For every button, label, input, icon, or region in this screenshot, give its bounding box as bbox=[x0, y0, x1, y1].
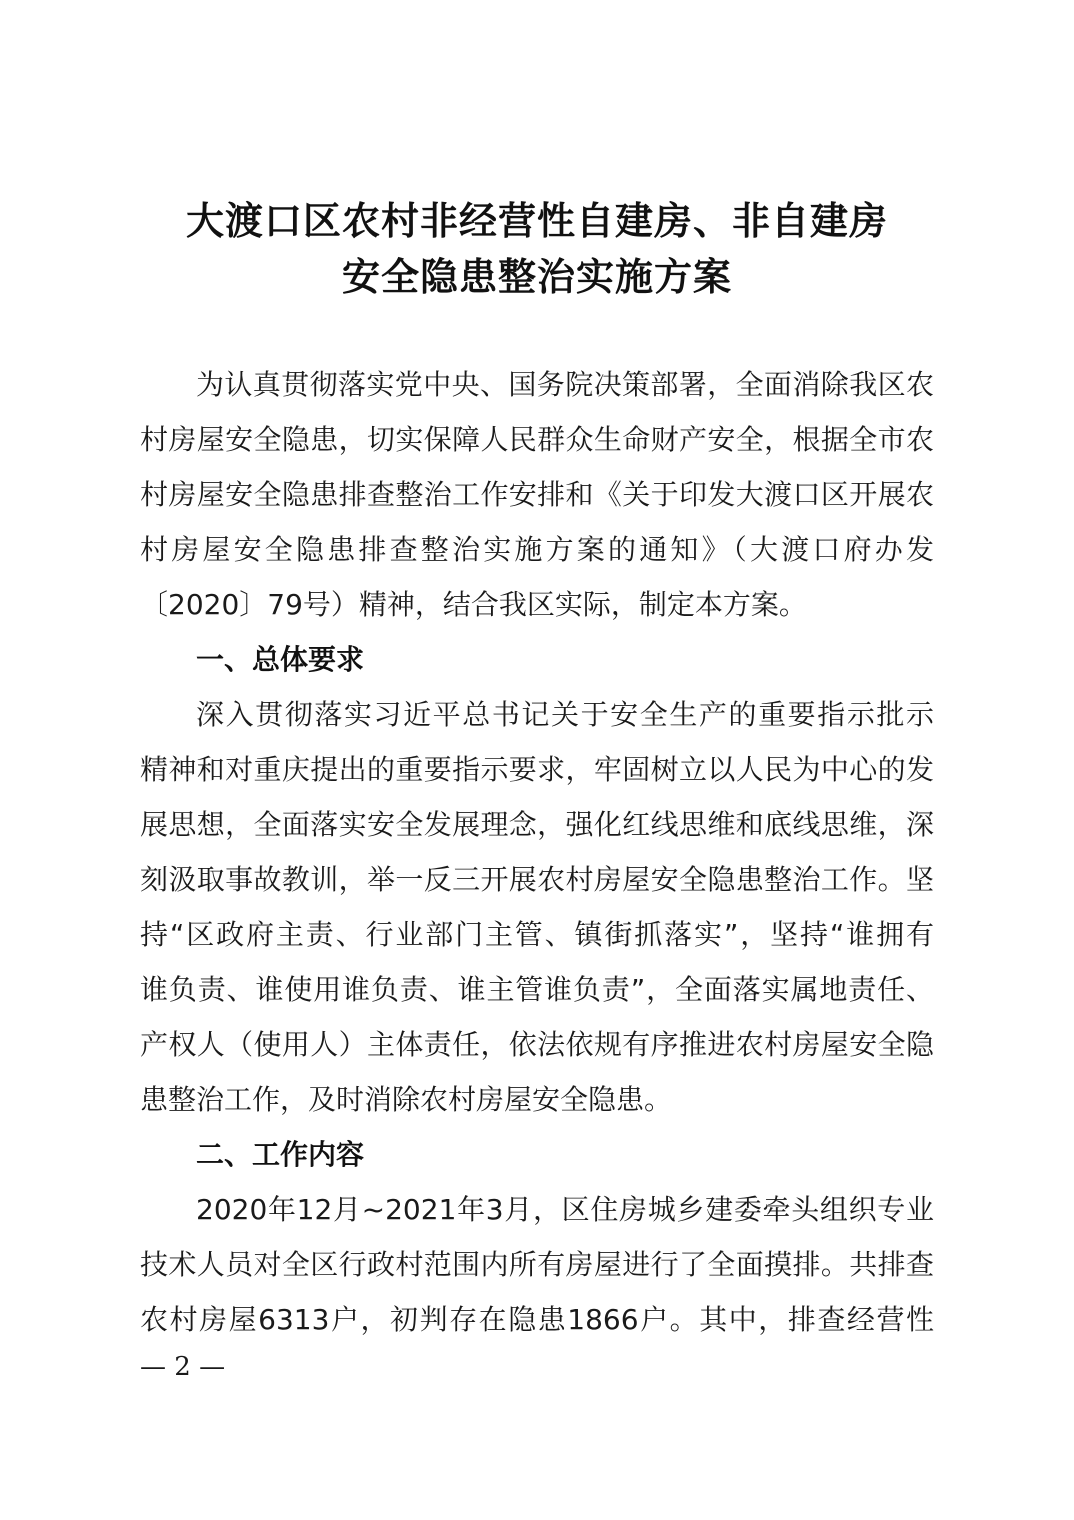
paragraph-line: 展思想，全面落实安全发展理念，强化红线思维和底线思维，深 bbox=[140, 808, 934, 841]
page-number: — 2 — bbox=[140, 1352, 226, 1382]
section-heading: 二、工作内容 bbox=[196, 1138, 365, 1171]
paragraph-line: 技术人员对全区行政村范围内所有房屋进行了全面摸排。共排查 bbox=[140, 1248, 934, 1281]
paragraph-line: 农村房屋6313户，初判存在隐患1866户。其中，排查经营性 bbox=[140, 1303, 934, 1336]
paragraph-line: 精神和对重庆提出的重要指示要求，牢固树立以人民为中心的发 bbox=[140, 753, 934, 786]
paragraph-line: 2020年12月~2021年3月，区住房城乡建委牵头组织专业 bbox=[196, 1193, 934, 1226]
paragraph-line: 持“区政府主责、行业部门主管、镇街抓落实”，坚持“谁拥有 bbox=[140, 918, 934, 951]
paragraph-line: 村房屋安全隐患排查整治实施方案的通知》（大渡口府办发 bbox=[140, 533, 934, 566]
document-title-line2: 安全隐患整治实施方案 bbox=[341, 254, 732, 299]
paragraph-line: 产权人（使用人）主体责任，依法依规有序推进农村房屋安全隐 bbox=[140, 1028, 934, 1061]
section-heading: 一、总体要求 bbox=[196, 643, 365, 676]
paragraph-line: 深入贯彻落实习近平总书记关于安全生产的重要指示批示 bbox=[196, 698, 934, 731]
paragraph-line: 患整治工作，及时消除农村房屋安全隐患。 bbox=[140, 1083, 673, 1116]
paragraph-line: 村房屋安全隐患排查整治工作安排和《关于印发大渡口区开展农 bbox=[140, 478, 934, 511]
paragraph-line: 谁负责、谁使用谁负责、谁主管谁负责”，全面落实属地责任、 bbox=[140, 973, 934, 1006]
paragraph-line: 村房屋安全隐患，切实保障人民群众生命财产安全，根据全市农 bbox=[140, 423, 934, 456]
document-title-line1: 大渡口区农村非经营性自建房、非自建房 bbox=[185, 198, 888, 243]
paragraph-line: 刻汲取事故教训，举一反三开展农村房屋安全隐患整治工作。坚 bbox=[140, 863, 934, 896]
paragraph-line: 为认真贯彻落实党中央、国务院决策部署，全面消除我区农 bbox=[196, 368, 934, 401]
paragraph-line: 〔2020〕79号）精神，结合我区实际，制定本方案。 bbox=[140, 588, 807, 621]
